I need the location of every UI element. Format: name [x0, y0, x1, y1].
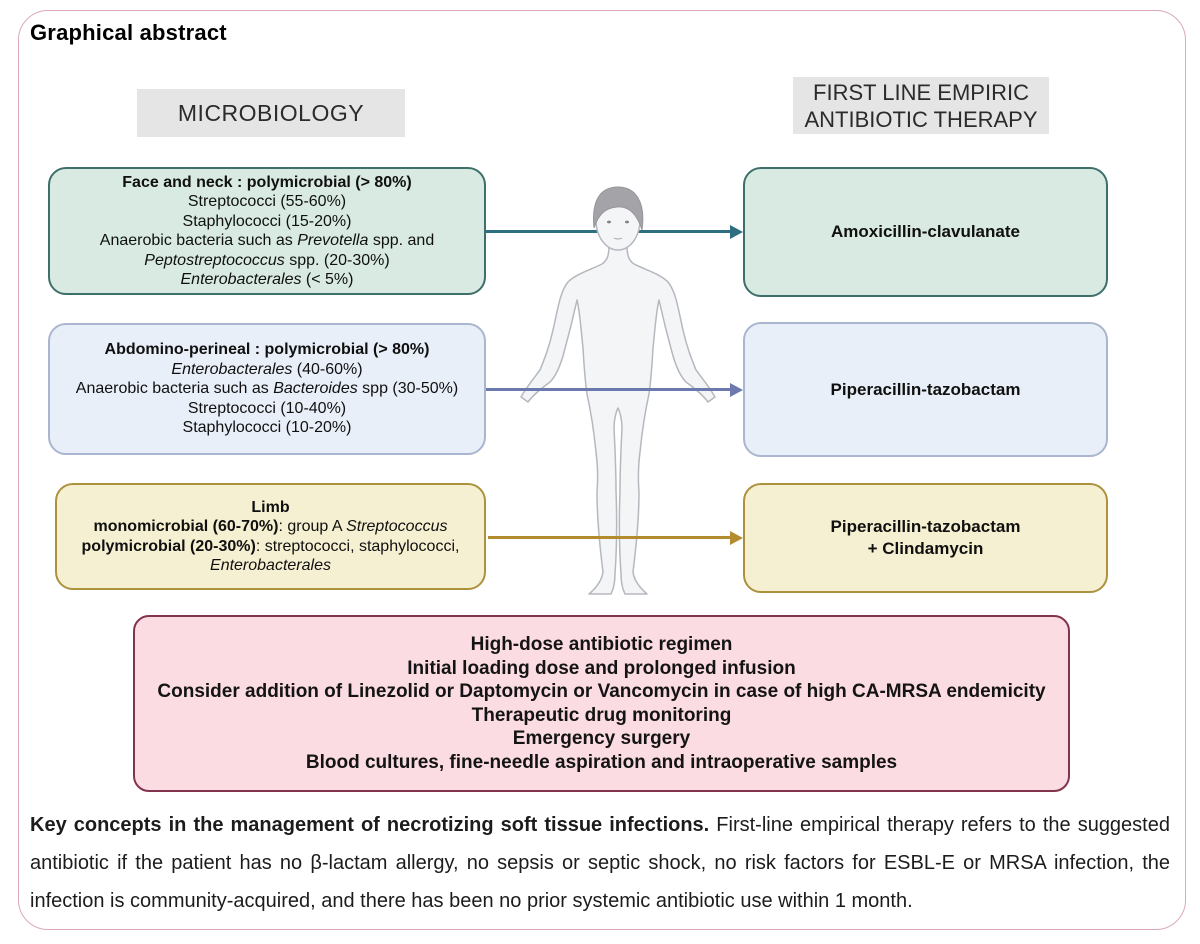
therapy-box-face-neck: [743, 167, 1108, 297]
caption-body: First-line empirical therapy refers to the suggested antibiotic if the patient has no β-lactam allergy, no sepsis or septic shock, no risk factors for ESBL-E or MRSA infection, the infection is community-acquired, and there has been no prior systemic antibiotic use within 1 month.: [30, 814, 1170, 912]
micro-box-face-neck: [48, 167, 486, 295]
body-silhouette: [521, 244, 715, 594]
face-neck-line: Peptostreptococcus spp. (20-30%): [144, 251, 390, 269]
microbiology-header: [137, 89, 405, 137]
micro-box-abdomino-perineal: [48, 323, 486, 455]
limb-line: polymicrobial (20-30%): streptococci, staphylococci,: [81, 537, 460, 555]
abdomino-title: Abdomino-perineal : polymicrobial (> 80%): [104, 341, 430, 359]
therapy-label-line1: Piperacillin-tazobactam: [830, 517, 1021, 536]
micro-box-limb: [55, 483, 486, 590]
abdomino-line: Streptococci (10-40%): [187, 399, 347, 417]
face-neck-line: Staphylococci (15-20%): [182, 212, 352, 230]
therapy-header: [793, 77, 1049, 134]
arrow-limb: [488, 536, 730, 539]
therapy-label: Piperacillin-tazobactam: [830, 379, 1021, 399]
human-body-illustration: [490, 180, 750, 610]
abdomino-line: Anaerobic bacteria such as Bacteroides spp (30-50%): [75, 380, 459, 398]
face-neck-line: Streptococci (55-60%): [187, 193, 347, 210]
limb-line: monomicrobial (60-70%): group A Streptococcus: [93, 518, 448, 535]
therapy-label-line2: + Clindamycin: [867, 539, 984, 558]
caption-bold-lead: Key concepts in the management of necrotizing soft tissue infections.: [30, 814, 710, 836]
left-eye: [607, 221, 611, 224]
therapy-header-line1: FIRST LINE EMPIRIC: [813, 79, 1029, 105]
abdomino-line: Enterobacterales (40-60%): [171, 360, 363, 378]
limb-line: Enterobacterales: [210, 557, 331, 574]
therapy-box-limb: [743, 483, 1108, 593]
key-concept-line: Initial loading dose and prolonged infusion: [407, 657, 796, 679]
key-concept-line: Blood cultures, fine-needle aspiration and intraoperative samples: [305, 751, 898, 773]
figure-caption: [30, 806, 1170, 920]
therapy-box-abdomino-perineal: [743, 322, 1108, 457]
key-concepts-box: [133, 615, 1070, 792]
therapy-label: Amoxicillin-clavulanate: [831, 222, 1020, 241]
abdomino-line: Staphylococci (10-20%): [182, 419, 352, 437]
face-neck-line: Enterobacterales (< 5%): [180, 271, 354, 288]
right-eye: [625, 221, 629, 224]
limb-title: Limb: [251, 498, 290, 516]
key-concept-line: Therapeutic drug monitoring: [471, 704, 732, 726]
key-concept-line: Emergency surgery: [512, 728, 691, 749]
microbiology-header-label: MICROBIOLOGY: [177, 99, 365, 126]
face-neck-line: Anaerobic bacteria such as Prevotella spp. and: [99, 232, 435, 249]
face-neck-title: Face and neck : polymicrobial (> 80%): [122, 173, 412, 191]
arrow-abdomino-perineal: [486, 388, 730, 391]
figure-title: Graphical abstract: [30, 20, 227, 45]
key-concept-line: High-dose antibiotic regimen: [470, 634, 733, 655]
key-concept-line: Consider addition of Linezolid or Daptomycin or Vancomycin in case of high CA-MRSA endemicity: [157, 681, 1046, 702]
therapy-header-line2: ANTIBIOTIC THERAPY: [804, 106, 1038, 132]
